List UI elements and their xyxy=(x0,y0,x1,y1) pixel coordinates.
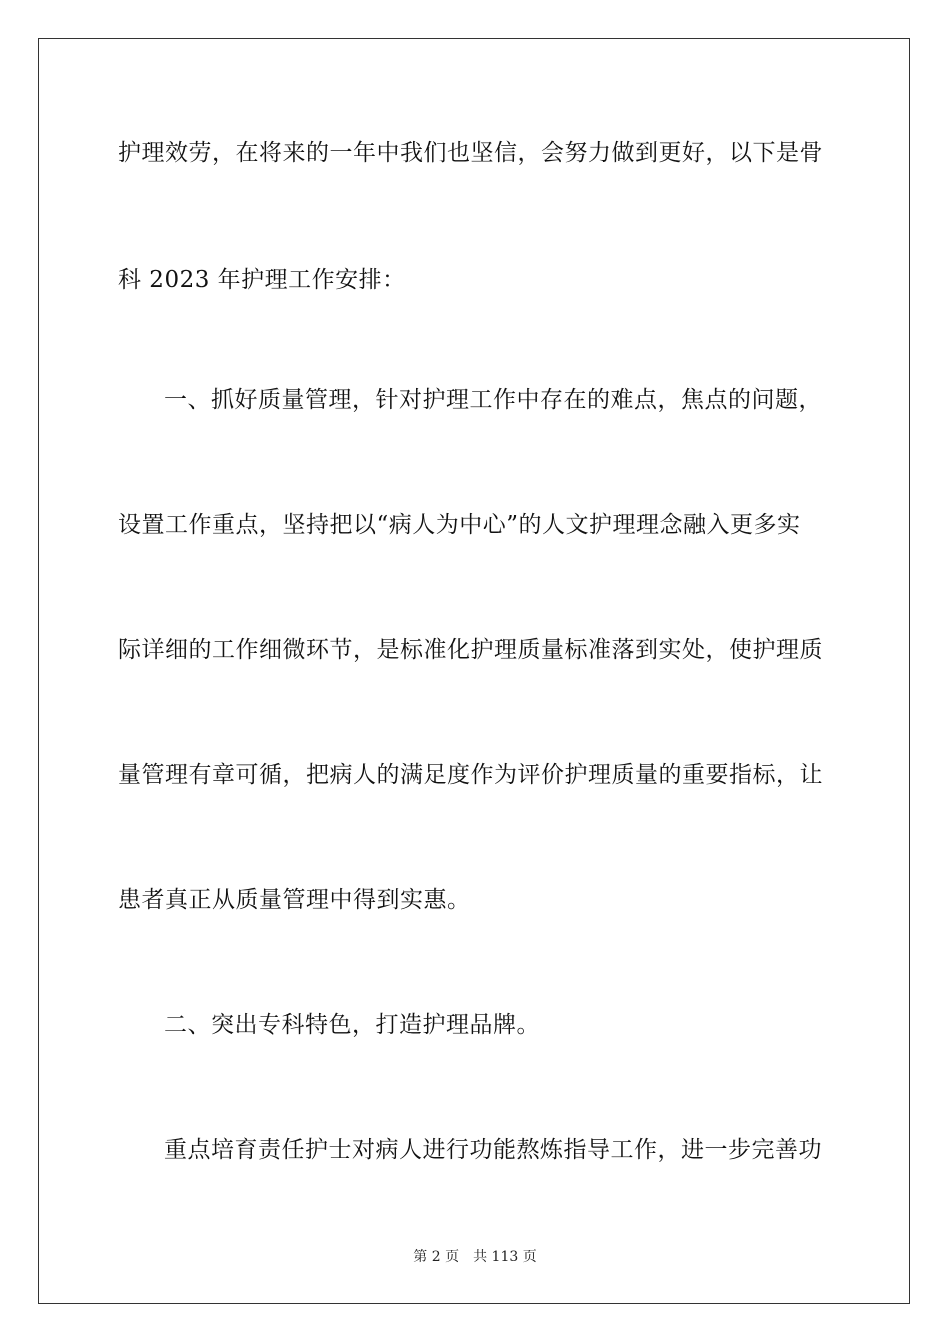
body-line-2: 科 2023 年护理工作安排： xyxy=(118,267,406,293)
body-line-7: 患者真正从质量管理中得到实惠。 xyxy=(118,887,471,913)
body-line-5: 际详细的工作细微环节，是标准化护理质量标准落到实处，使护理质 xyxy=(118,637,823,663)
body-line-9: 重点培育责任护士对病人进行功能熬炼指导工作，进一步完善功 xyxy=(164,1137,822,1163)
body-line-3: 一、抓好质量管理，针对护理工作中存在的难点，焦点的问题， xyxy=(164,387,822,413)
body-line-1: 护理效劳，在将来的一年中我们也坚信，会努力做到更好，以下是骨 xyxy=(118,140,823,166)
body-line-8: 二、突出专科特色，打造护理品牌。 xyxy=(164,1012,540,1038)
page-border xyxy=(38,38,910,1304)
body-line-4: 设置工作重点，坚持把以“病人为中心”的人文护理理念融入更多实 xyxy=(118,512,801,538)
page-number-footer: 第 2 页 共 113 页 xyxy=(413,1249,537,1265)
body-line-6: 量管理有章可循，把病人的满足度作为评价护理质量的重要指标，让 xyxy=(118,762,823,788)
